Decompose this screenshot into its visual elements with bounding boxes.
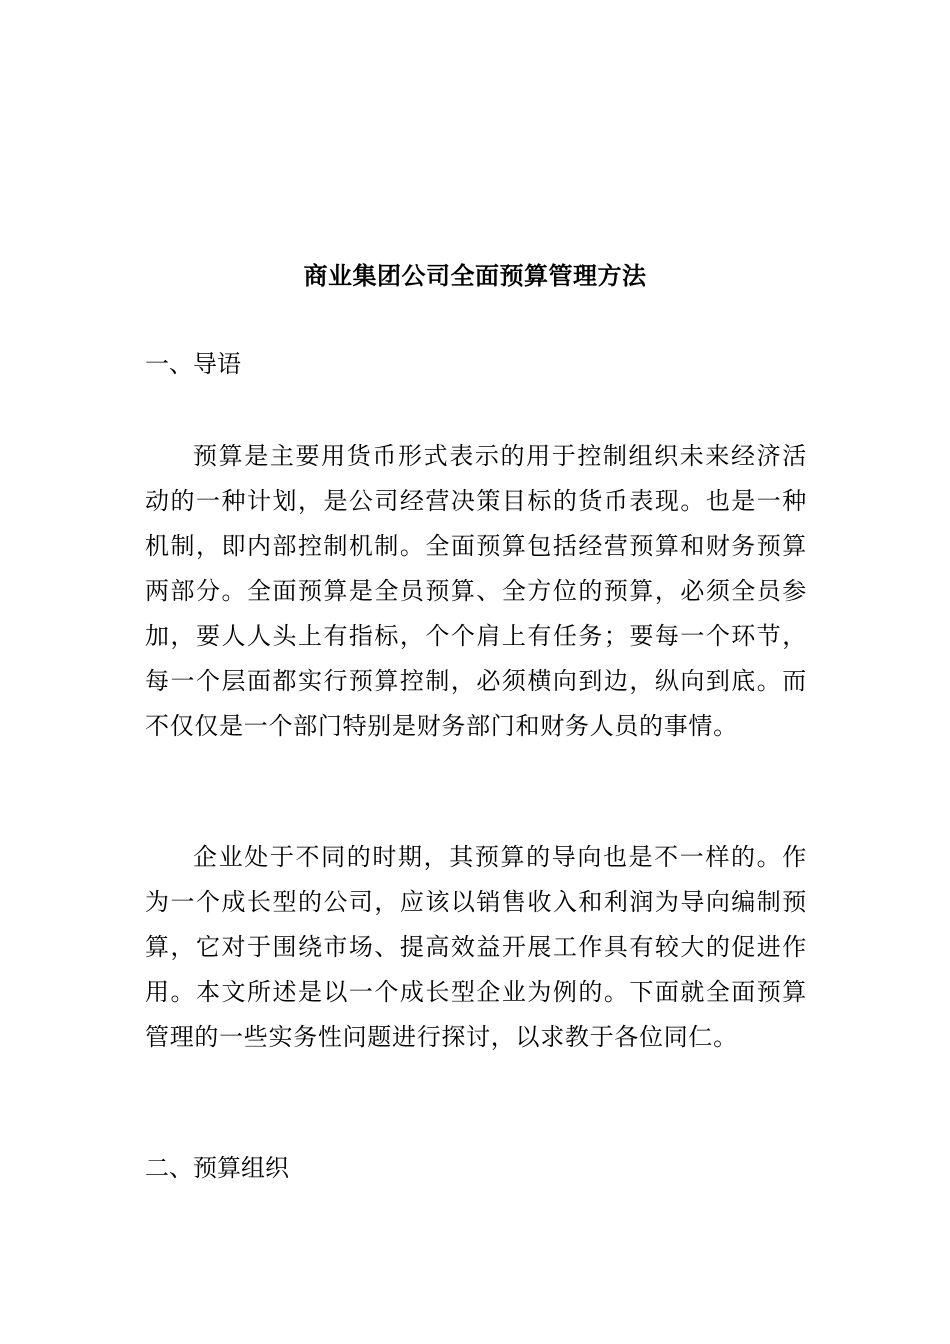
document-title: 商业集团公司全面预算管理方法 — [303, 261, 647, 290]
paragraph-budget-definition: 预算是主要用货币形式表示的用于控制组织未来经济活动的一种计划，是公司经营决策目标的货币表现。也是一种机制，即内部控制机制。全面预算包括经营预算和财务预算两部分。全面预算是全员预算、全方位的预算，必须全员参加，要人人头上有指标，个个肩上有任务；要每一个环节，每一个层面都实行预算控制，必须横向到边，纵向到底。而不仅仅是一个部门特别是财务部门和财务人员的事情。 — [145, 442, 807, 740]
paragraph-budget-orientation: 企业处于不同的时期，其预算的导向也是不一样的。作为一个成长型的公司，应该以销售收入和利润为导向编制预算，它对于围绕市场、提高效益开展工作具有较大的促进作用。本文所述是以一个成长型企业为例的。下面就全面预算管理的一些实务性问题进行探讨，以求教于各位同仁。 — [145, 843, 807, 1051]
section-heading-budget-organization: 二、预算组织 — [145, 1154, 289, 1182]
section-heading-introduction: 一、导语 — [145, 350, 241, 378]
